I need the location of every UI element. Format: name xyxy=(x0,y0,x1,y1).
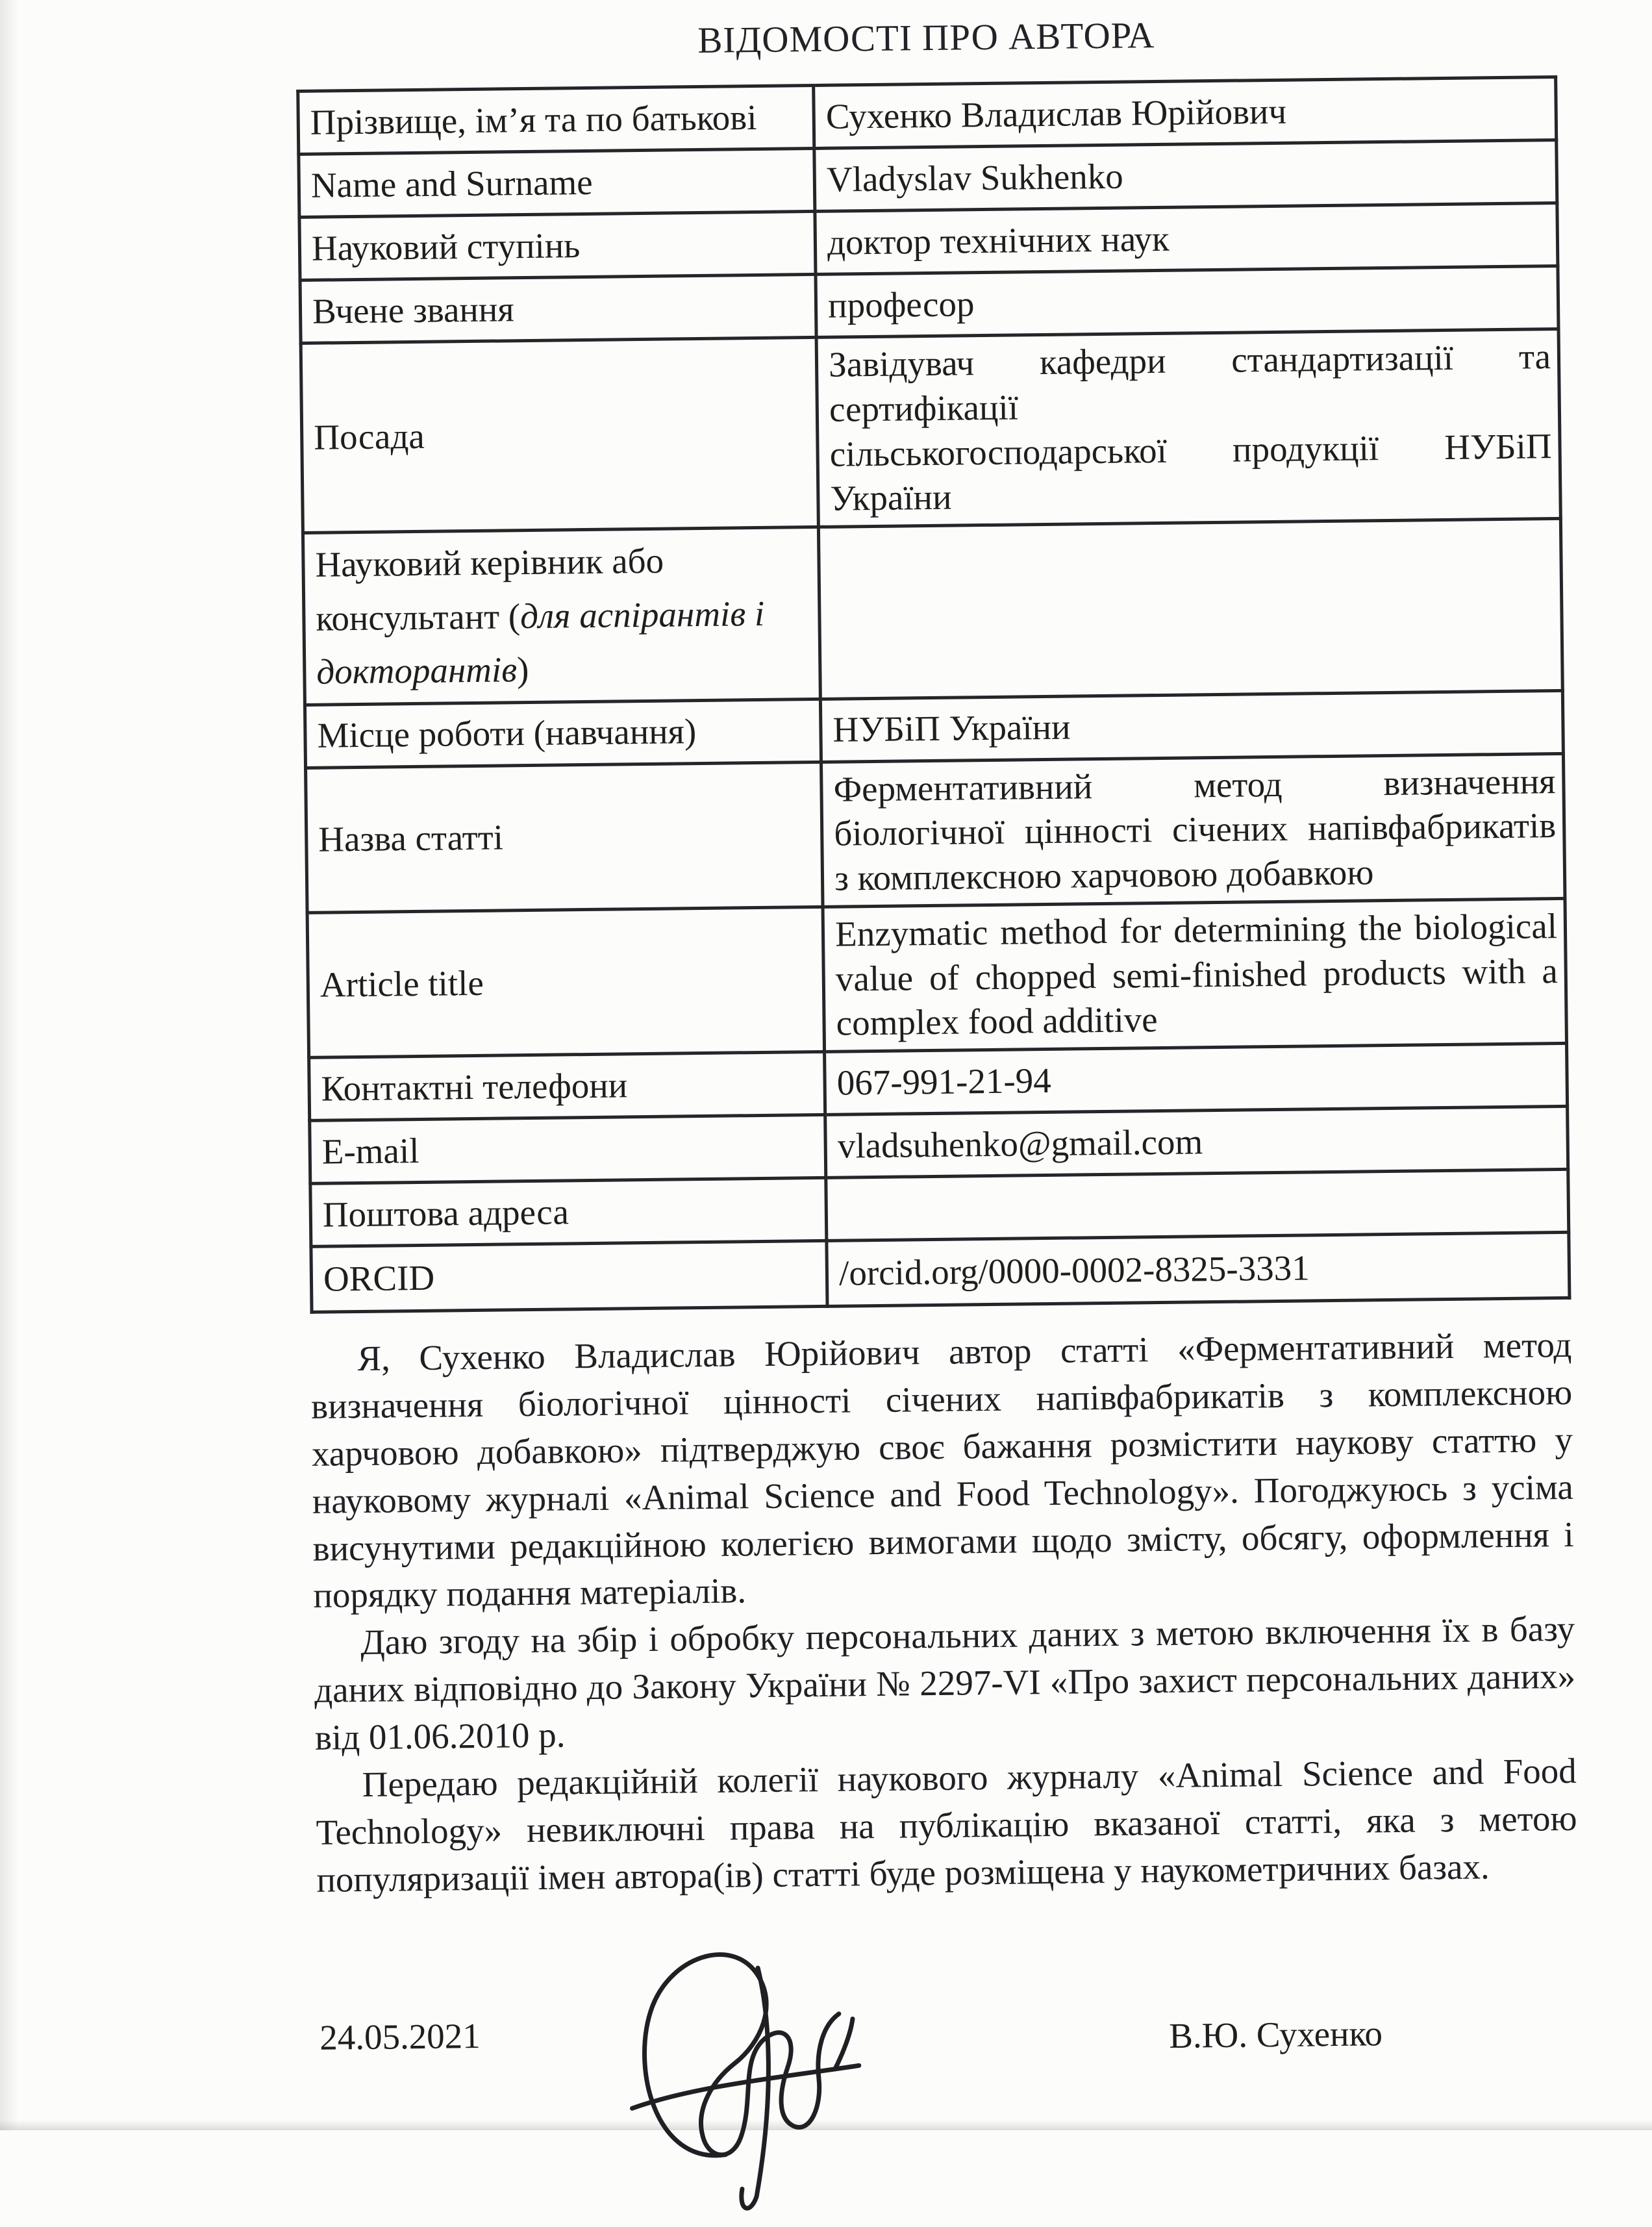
row-value: /orcid.org/0000-0002-8325-3331 xyxy=(827,1232,1570,1306)
value-line: з комплексною харчовою добавкою xyxy=(834,852,1374,898)
row-value: професор xyxy=(816,266,1558,337)
row-value xyxy=(821,753,1565,907)
scan-left-edge-shadow xyxy=(0,0,18,2130)
value-line: сільськогосподарської продукції НУБіП xyxy=(829,425,1552,474)
value-line: Завідувач кафедри стандартизації та xyxy=(828,336,1551,384)
row-value xyxy=(823,898,1566,1051)
row-label: E-mail xyxy=(310,1114,826,1183)
row-label: Article title xyxy=(307,907,825,1057)
value-line: value of chopped semi-finished products with a xyxy=(835,950,1558,999)
row-value: Сухенко Владислав Юрійович xyxy=(814,77,1557,149)
signature-name: В.Ю. Сухенко xyxy=(1168,2013,1383,2056)
value-line: Ферментативний метод визначення xyxy=(833,761,1556,809)
table-row-orcid xyxy=(311,1232,1570,1312)
value-line: України xyxy=(830,477,952,518)
row-label-main: Науковий керівник або консультант ( xyxy=(315,540,664,638)
row-label-suffix: ) xyxy=(516,649,529,690)
row-value xyxy=(819,518,1563,698)
row-label: ORCID xyxy=(311,1240,827,1312)
row-value: доктор технічних наук xyxy=(815,203,1558,274)
row-value: 067-991-21-94 xyxy=(825,1043,1568,1114)
page-title: ВІДОМОСТІ ПРО АВТОРА xyxy=(697,15,1155,61)
table-row-article-title-uk xyxy=(306,753,1565,912)
row-label: Name and Surname xyxy=(299,148,815,217)
row-label: Вчене звання xyxy=(300,274,816,343)
value-line: біологічної цінності січених напівфабрикатів xyxy=(834,805,1557,853)
statement-paragraph: Передаю редакційній колегії наукового журналу «Animal Science and Food Technology» невиключні права на публікацію вказаної статті, яка з метою популяризації імен автора(ів) статті буде розміщена у наукометричних базах. xyxy=(316,1750,1577,1900)
row-value: vladsuhenko@gmail.com xyxy=(825,1106,1568,1177)
value-line: complex food additive xyxy=(836,1000,1158,1043)
table-row-supervisor xyxy=(303,518,1562,704)
row-label: Місце роботи (навчання) xyxy=(305,699,821,768)
row-value xyxy=(826,1169,1569,1240)
row-label: Посада xyxy=(301,337,818,533)
signature-block xyxy=(318,1927,1582,2227)
row-value: Vladyslav Sukhenko xyxy=(814,140,1557,212)
row-label xyxy=(303,527,820,704)
signature-scribble xyxy=(603,1922,905,2224)
row-label: Контактні телефони xyxy=(309,1051,825,1120)
row-label: Назва статті xyxy=(306,762,823,912)
statement-paragraph: Даю згоду на збір і обробку персональних даних з метою включення їх в базу даних відповідно до Закону України № 2297-VI «Про захист персональних даних» від 01.06.2010 р. xyxy=(314,1609,1576,1757)
signature-date: 24.05.2021 xyxy=(319,2015,481,2057)
row-label-italic: для аспірантів і докторантів xyxy=(316,593,765,692)
row-label: Поштова адреса xyxy=(310,1177,827,1246)
value-line: Enzymatic method for determining the biological xyxy=(834,905,1558,954)
table-row-article-title-en xyxy=(307,898,1566,1057)
row-label: Науковий ступінь xyxy=(299,211,816,280)
table-row-position xyxy=(301,329,1560,533)
row-label: Прізвище, ім’я та по батькові xyxy=(298,85,814,154)
document-content xyxy=(295,10,1581,2227)
value-line: сертифікації xyxy=(829,387,1019,429)
author-info-table xyxy=(296,75,1571,1314)
row-value xyxy=(816,329,1560,527)
statement-paragraphs xyxy=(310,1322,1578,1904)
statement-paragraph: Я, Сухенко Владислав Юрійович автор статті «Ферментативний метод визначення біологічної цінності січених напівфабрикатів з комплексною харчовою добавкою» підтверджую своє бажання розмістити наукову статтю у науковому журналі «Animal Science and Food Technology». Погоджуюсь з усіма висунутими редакційною колегією вимогами щодо змісту, обсягу, оформлення і порядку подання матеріалів. xyxy=(310,1324,1574,1616)
row-value: НУБіП України xyxy=(821,690,1564,762)
